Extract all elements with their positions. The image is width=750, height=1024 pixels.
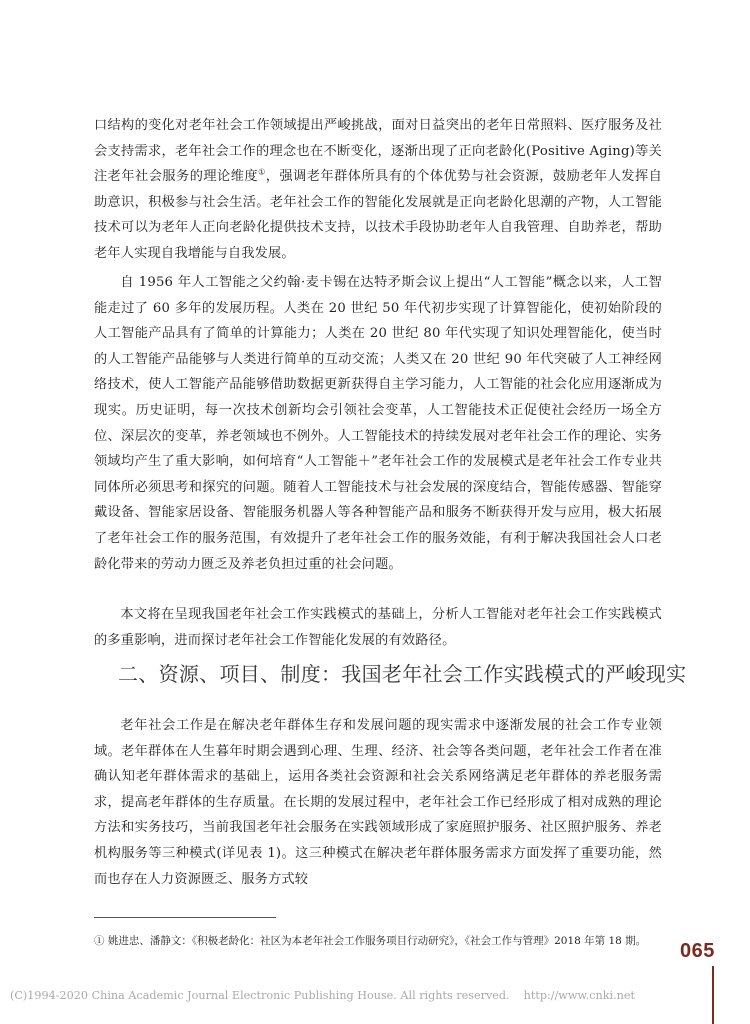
paragraph-1-tail: ，强调老年群体所具有的个体优势与社会资源，鼓励老年人发挥自助意识，积极参与社会生活。老年社会工作的智能化发展就是正向老龄化思潮的产物，人工智能技术可以为老年人正向老龄化提供技术支持，以技术手段协助老年人自我管理、自助养老，帮助老年人实现自我增能与自我发展。 <box>94 169 663 261</box>
copyright-watermark <box>10 989 690 1003</box>
footnote: ① 姚进忠、潘静文：《积极老龄化：社区为本老年社会工作服务项目行动研究》，《社会工作与管理》2018 年第 18 期。 <box>94 935 647 947</box>
paragraph-3 <box>94 602 662 653</box>
copyright-url[interactable]: http://www.cnki.net <box>523 989 635 1002</box>
section-heading: 二、资源、项目、制度：我国老年社会工作实践模式的严峻现实 <box>118 662 687 686</box>
page-edge-rule <box>712 966 714 1024</box>
paragraph-1-text: 口结构的变化对老年社会工作领域提出严峻挑战，面对日益突出的老年日常照料、医疗服务及社会支持需求，老年社会工作的理念也在不断变化，逐渐出现了正向老龄化(Positive Aging)等关注老年社会服务的理论维度 <box>94 118 662 185</box>
paragraph-4 <box>94 713 662 892</box>
paragraph-3-text: 本文将在呈现我国老年社会工作实践模式的基础上，分析人工智能对老年社会工作实践模式的多重影响，进而探讨老年社会工作智能化发展的有效路径。 <box>94 607 662 648</box>
footnote-divider <box>94 917 276 918</box>
page-number: 065 <box>680 940 715 962</box>
paragraph-continuation <box>94 113 662 267</box>
paragraph-2-text: 自 1956 年人工智能之父约翰·麦卡锡在达特矛斯会议上提出“人工智能”概念以来，人工智能走过了 60 多年的发展历程。人类在 20 世纪 50 年代初步实现了计算智能化，使初始阶段的人工智能产品具有了简单的计算能力；人类在 20 世纪 80 年代实现了知识处理智能化，使当时的人工智能产品能够与人类进行简单的互动交流；人类又在 20 世纪 90 年代突破了人工神经网络技术，使人工智能产品能够借助数据更新获得自主学习能力，人工智能的社会化应用逐渐成为现实。历史证明，每一次技术创新均会引领社会变革，人工智能技术正促使社会经历一场全方位、深层次的变革，养老领域也不例外。人工智能技术的持续发展对老年社会工作的理论、实务领域均产生了重大影响，如何培育“人工智能＋”老年社会工作的发展模式是老年社会工作专业共同体所必须思考和探究的问题。随着人工智能技术与社会发展的深度结合，智能传感器、智能穿戴设备、智能家居设备、智能服务机器人等各种智能产品和服务不断获得开发与应用，极大拓展了老年社会工作的服务范围，有效提升了老年社会工作的服务效能，有利于解决我国社会人口老龄化带来的劳动力匮乏及养老负担过重的社会问题。 <box>94 275 662 572</box>
copyright-text: (C)1994-2020 China Academic Journal Electronic Publishing House. All rights reserved. <box>10 989 510 1002</box>
footnote-marker[interactable]: ① <box>258 167 266 177</box>
paragraph-4-text: 老年社会工作是在解决老年群体生存和发展问题的现实需求中逐渐发展的社会工作专业领域。老年群体在人生暮年时期会遇到心理、生理、经济、社会等各类问题，老年社会工作者在准确认知老年群体需求的基础上，运用各类社会资源和社会关系网络满足老年群体的养老服务需求，提高老年群体的生存质量。在长期的发展过程中，老年社会工作已经形成了相对成熟的理论方法和实务技巧，当前我国老年社会服务在实践领域形成了家庭照护服务、社区照护服务、养老机构服务等三种模式(详见表 1)。这三种模式在解决老年群体服务需求方面发挥了重要功能，然而也存在人力资源匮乏、服务方式较 <box>94 718 662 887</box>
paragraph-2 <box>94 270 662 577</box>
